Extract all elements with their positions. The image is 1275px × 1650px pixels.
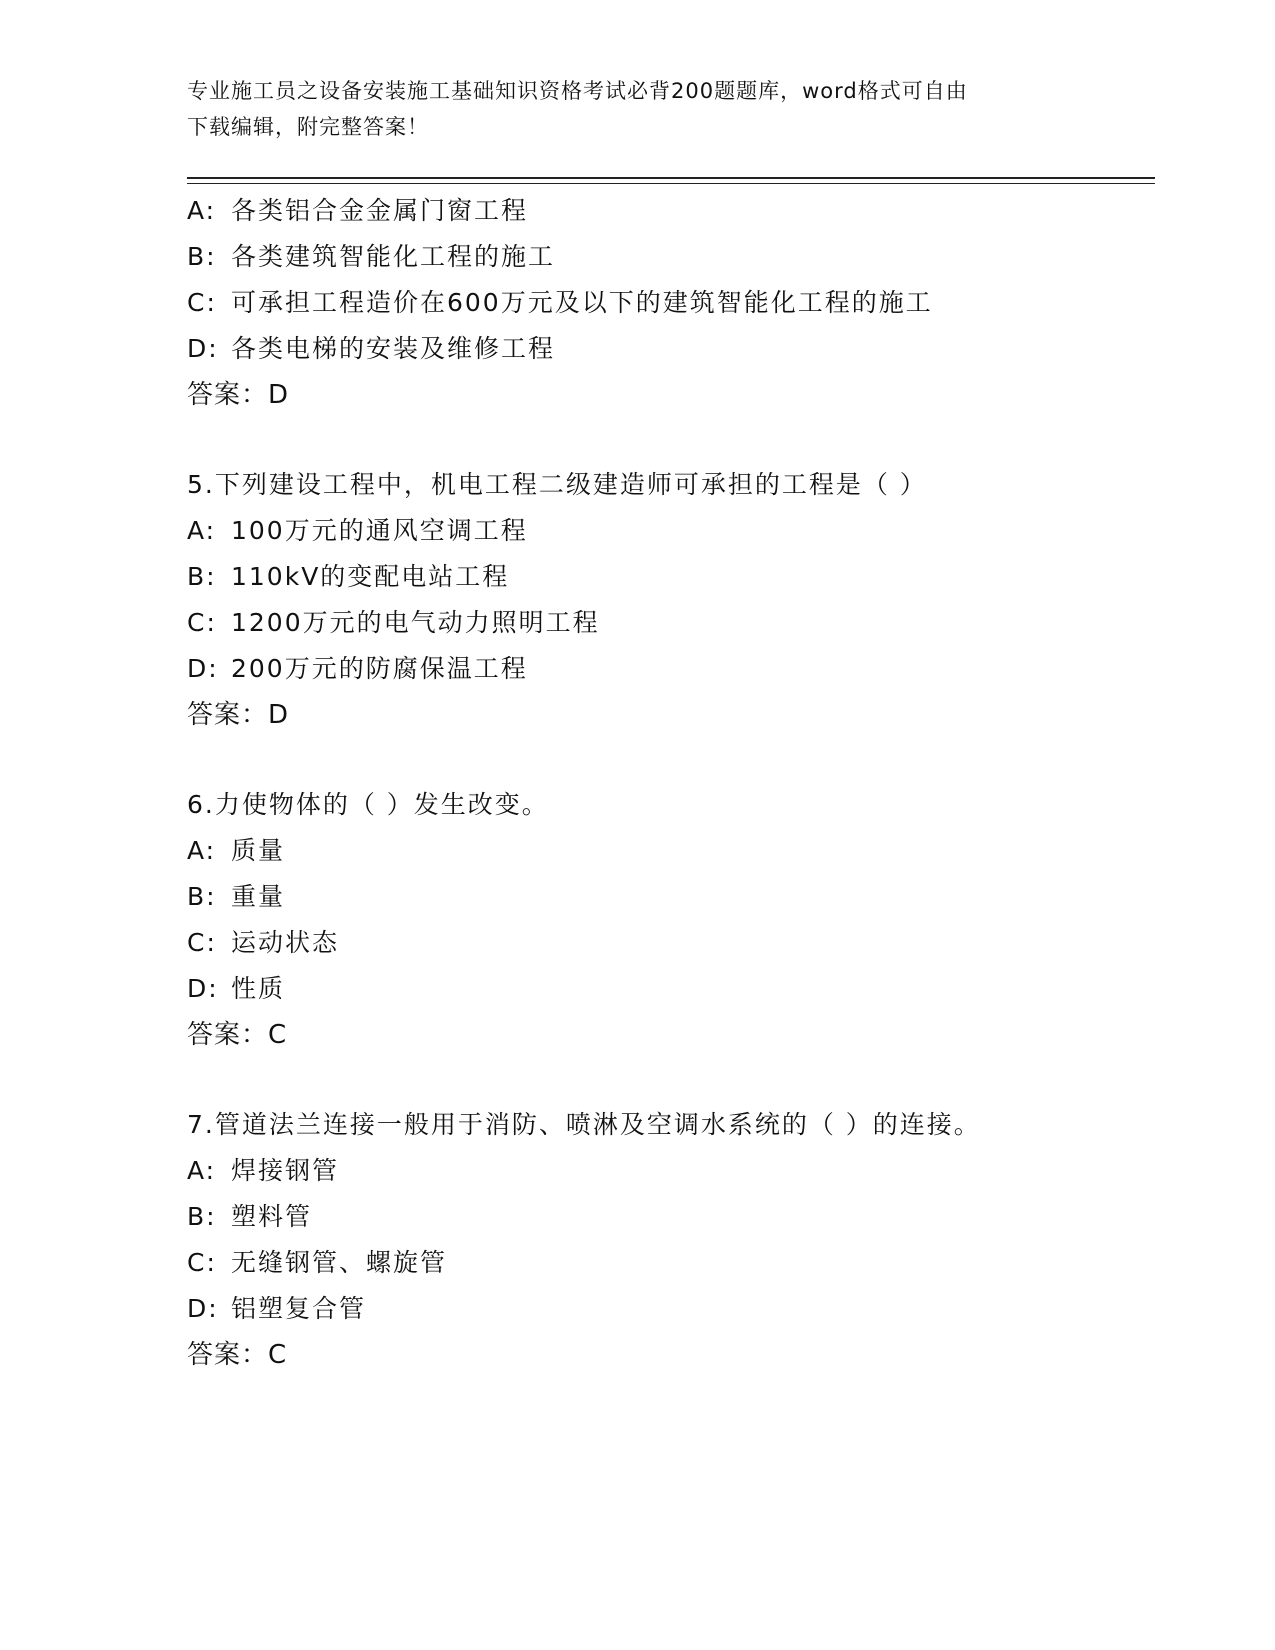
option-letter: C: bbox=[187, 1248, 217, 1277]
answer: 答案：D bbox=[187, 700, 290, 730]
answer: 答案：C bbox=[187, 1340, 288, 1370]
option-letter: B: bbox=[187, 882, 217, 911]
question-6 bbox=[187, 782, 1147, 1058]
option-letter: B: bbox=[187, 242, 217, 271]
option-letter: C: bbox=[187, 608, 217, 637]
option-text: 重量 bbox=[231, 882, 286, 911]
answer: 答案：D bbox=[187, 380, 290, 410]
option-text: 1200万元的电气动力照明工程 bbox=[231, 608, 600, 637]
question-list bbox=[187, 188, 1147, 1378]
option-text: 可承担工程造价在600万元及以下的建筑智能化工程的施工 bbox=[231, 288, 933, 317]
question-title: 5.下列建设工程中，机电工程二级建造师可承担的工程是（ ） bbox=[187, 470, 927, 499]
option-text: 性质 bbox=[231, 974, 286, 1003]
option-letter: B: bbox=[187, 562, 217, 591]
option-a bbox=[187, 828, 1147, 874]
question-title: 7.管道法兰连接一般用于消防、喷淋及空调水系统的（ ）的连接。 bbox=[187, 1110, 981, 1139]
answer: 答案：C bbox=[187, 1020, 288, 1050]
option-text: 运动状态 bbox=[231, 928, 340, 957]
option-text: 塑料管 bbox=[231, 1202, 313, 1231]
header-line-1: 专业施工员之设备安装施工基础知识资格考试必背200题题库，word格式可自由 bbox=[187, 79, 968, 103]
option-text: 100万元的通风空调工程 bbox=[231, 516, 528, 545]
option-d bbox=[187, 326, 1147, 372]
option-letter: B: bbox=[187, 1202, 217, 1231]
option-text: 铝塑复合管 bbox=[231, 1294, 367, 1323]
option-letter: D: bbox=[187, 654, 219, 683]
option-b bbox=[187, 874, 1147, 920]
option-d bbox=[187, 646, 1147, 692]
option-text: 各类建筑智能化工程的施工 bbox=[231, 242, 556, 271]
option-a bbox=[187, 1148, 1147, 1194]
option-letter: C: bbox=[187, 928, 217, 957]
option-letter: A: bbox=[187, 516, 217, 545]
option-letter: A: bbox=[187, 836, 217, 865]
header-divider-thick bbox=[187, 177, 1155, 179]
option-text: 质量 bbox=[231, 836, 286, 865]
option-b bbox=[187, 554, 1147, 600]
question-4 bbox=[187, 188, 1147, 418]
option-letter: D: bbox=[187, 334, 219, 363]
option-letter: D: bbox=[187, 1294, 219, 1323]
option-letter: D: bbox=[187, 974, 219, 1003]
option-text: 各类电梯的安装及维修工程 bbox=[231, 334, 556, 363]
option-c bbox=[187, 280, 1147, 326]
header-divider-thin bbox=[187, 183, 1155, 184]
option-letter: A: bbox=[187, 196, 217, 225]
question-7 bbox=[187, 1102, 1147, 1378]
option-text: 焊接钢管 bbox=[231, 1156, 340, 1185]
option-d bbox=[187, 966, 1147, 1012]
option-a bbox=[187, 508, 1147, 554]
option-c bbox=[187, 600, 1147, 646]
document-header bbox=[187, 73, 1067, 145]
option-c bbox=[187, 1240, 1147, 1286]
option-d bbox=[187, 1286, 1147, 1332]
question-5 bbox=[187, 462, 1147, 738]
option-text: 各类铝合金金属门窗工程 bbox=[231, 196, 529, 225]
option-a bbox=[187, 188, 1147, 234]
option-b bbox=[187, 234, 1147, 280]
option-letter: C: bbox=[187, 288, 217, 317]
question-title: 6.力使物体的（ ）发生改变。 bbox=[187, 790, 549, 819]
option-c bbox=[187, 920, 1147, 966]
header-line-2: 下载编辑，附完整答案！ bbox=[187, 115, 429, 139]
option-text: 110kV的变配电站工程 bbox=[231, 562, 510, 591]
option-letter: A: bbox=[187, 1156, 217, 1185]
option-text: 无缝钢管、螺旋管 bbox=[231, 1248, 448, 1277]
option-text: 200万元的防腐保温工程 bbox=[231, 654, 528, 683]
option-b bbox=[187, 1194, 1147, 1240]
